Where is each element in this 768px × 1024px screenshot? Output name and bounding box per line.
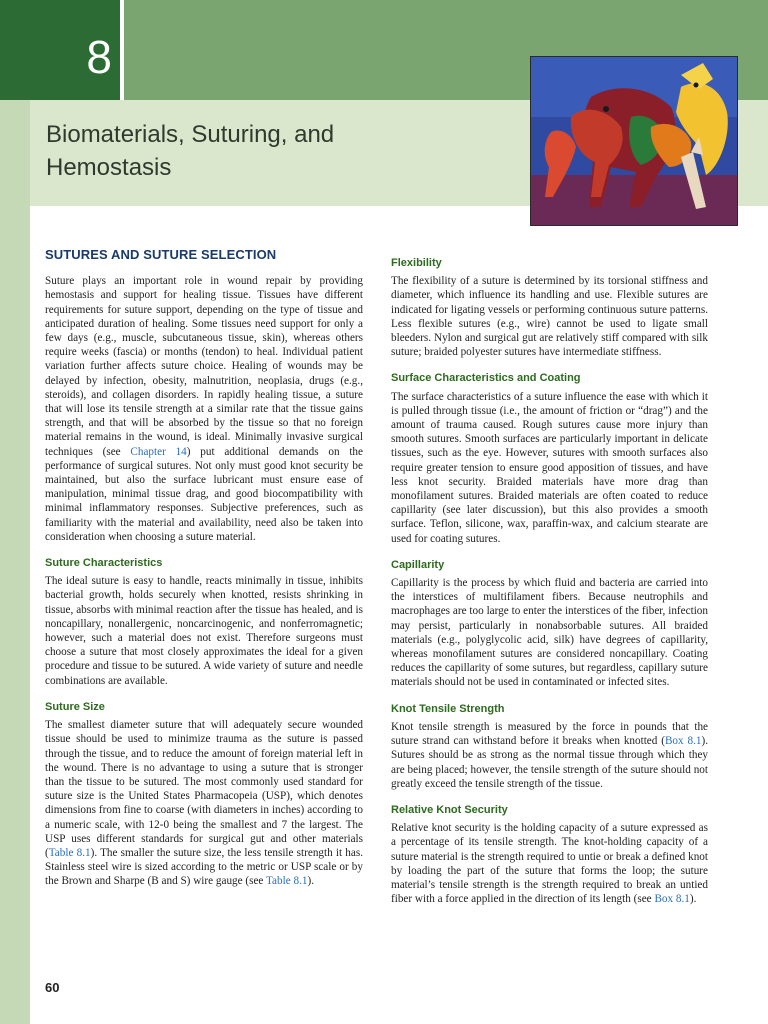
- knot-security-text-a: Relative knot security is the holding capacity of a suture expressed as a percentage of its tensile strength. The knot-holding capacity of a suture material is the strength required to untie or break a defined knot by loading the part of the suture that forms the loop; the suture material’s tensile strength is the strength required to break an untied fiber with a force applied in the direction of its length (see: [391, 822, 708, 906]
- box-8-1-link-2[interactable]: Box 8.1: [654, 893, 690, 906]
- chapter-title: [46, 118, 466, 184]
- surface-coating-paragraph: The surface characteristics of a suture influence the ease with which it is pulled through tissue (i.e., the amount of friction or “drag”) and the amount of trauma caused. Rough sutures cause more injury than smooth sutures. Smooth surfaces are particularly important in delicate tissues, such as the eye. However, sutures with smooth surfaces also require greater tension to ensure good apposition of tissues, and have less knot security. Braided materials have more drag than monofilament sutures. Braided materials are often coated to reduce capillarity (see later discussion), but this also provides a smooth surface. Teflon, silicone, wax, paraffin-wax, and calcium stearate are used for coating sutures.: [391, 390, 708, 545]
- suture-size-heading: Suture Size: [45, 700, 105, 713]
- suture-characteristics-heading: Suture Characteristics: [45, 557, 163, 570]
- capillarity-paragraph: Capillarity is the process by which fluid and bacteria are carried into the interstices of multifilament fibers. Because neutrophils and macrophages are too large to enter the interstices of the fiber, infection may persist, particularly in nonabsorbable sutures. All braided materials (e.g., polyglycolic acid, silk) have degrees of capillarity, whereas monofilament sutures are considered noncapillary. Coating reduces the capillarity of some sutures, but regardless, capillary suture materials should not be used in contaminated or infected sites.: [391, 577, 708, 689]
- intro-text-b: ) put additional demands on the performance of surgical sutures. Not only must good knot security be maintained, but also the surface lubricant must ensure ease of manipulation, minimal tissue drag, and good biocompatibility with minimal inflammatory responses. Subjective preferences, such as familiarity with the material and availability, need also be taken into consideration when choosing a suture material.: [45, 445, 363, 543]
- flexibility-paragraph: The flexibility of a suture is determined by its torsional stiffness and diameter, which influence its handling and use. Flexible sutures are indicated for ligating vessels or performing continuous suture patterns. Less flexible sutures (e.g., wire) cannot be used to ligate small bleeders. Nylon and surgical gut are relatively stiff compared with silk suture; braided polyester sutures have intermediate stiffness.: [391, 275, 708, 359]
- suture-size-text-b: ). The smaller the suture size, the less tensile strength it has. Stainless steel wire is sized according to the metric or USP scale or by the Brown and Sharpe (B and S) wire gauge (see: [45, 846, 364, 888]
- knot-tensile-text-a: Knot tensile strength is measured by the force in pounds that the suture strand can withstand before it breaks when knotted (: [391, 720, 708, 748]
- suture-characteristics-paragraph: The ideal suture is easy to handle, reacts minimally in tissue, inhibits bacterial growth, holds securely when knotted, resists shrinking in tissue, absorbs with minimal reaction after the tissue has healed, and is noncapillary, nonallergenic, noncarcinogenic, and nonferromagnetic; however, such a material does not exist. Therefore surgeons must choose a suture that most closely approximates the ideal for a given procedure and tissue to be sutured. A wide variety of suture and needle combinations are available.: [45, 575, 363, 687]
- knot-tensile-heading: Knot Tensile Strength: [391, 702, 505, 715]
- knot-tensile-paragraph: [391, 720, 708, 791]
- chapter-number: 8: [86, 31, 112, 83]
- chapter-artwork: [530, 56, 738, 226]
- chapter-title-line-1: Biomaterials, Suturing, and: [46, 121, 335, 148]
- intro-text-a: Suture plays an important role in wound repair by providing hemostasis and support for healing tissue. Tissues have different requirements for suture support, depending on the type of tissue and anticipated duration of healing. Some tissues need support for only a few days (e.g., muscle, subcutaneous tissue, skin), whereas others require weeks (fascia) or months (tendon) to heal. Individual patient variation further affects suture choice. Healing of wounds may be delayed by infection, obesity, malnutrition, neoplasia, drugs (e.g., steroids), and collagen disorders. In rapidly healing tissue, a suture that will lose its tensile strength at a similar rate that the tissue gains strength, and that will be absorbed by the tissue so that no foreign material remains in the wound, is ideal. Minimally invasive surgical techniques (see: [45, 275, 363, 458]
- intro-paragraph: [45, 274, 363, 544]
- animal-painting-image: [531, 57, 737, 225]
- flexibility-heading: Flexibility: [391, 257, 442, 269]
- page-number: 60: [45, 980, 60, 995]
- chapter-title-line-2: Hemostasis: [46, 154, 172, 181]
- table-8-1-link[interactable]: Table 8.1: [48, 846, 91, 859]
- suture-size-paragraph: [45, 718, 363, 888]
- right-column: [391, 256, 708, 906]
- table-8-1-link-2[interactable]: Table 8.1: [266, 875, 308, 888]
- box-8-1-link[interactable]: Box 8.1: [664, 735, 702, 748]
- suture-size-text-a: The smallest diameter suture that will adequately secure wounded tissue should be used to minimize trauma as the suture is passed through the tissue, and to reduce the amount of foreign material left in the wound. There is no advantage to using a suture that is stronger than the tissue to be sutured. The most commonly used standard for suture size is the United States Pharmacopeia (USP), which denotes dimensions from fine to coarse (with diameters in inches) according to a numeric scale, with 12-0 being the smallest and 7 the largest. The USP uses different standards for surgical gut and other materials (: [45, 719, 363, 859]
- knot-security-heading: Relative Knot Security: [391, 803, 508, 816]
- chapter-number-box: [0, 0, 120, 100]
- knot-security-text-b: ).: [689, 893, 697, 906]
- section-heading: SUTURES AND SUTURE SELECTION: [45, 247, 277, 262]
- chapter-14-link[interactable]: Chapter 14: [130, 445, 187, 458]
- capillarity-heading: Capillarity: [391, 558, 445, 571]
- knot-tensile-text-b: ). Sutures should be as strong as the normal tissue through which they are being placed; however, the tensile strength of the suture should not greatly exceed the tensile strength of the tissue.: [391, 735, 708, 790]
- surface-coating-heading: Surface Characteristics and Coating: [391, 372, 581, 385]
- knot-security-paragraph: [391, 821, 708, 906]
- suture-size-text-c: ).: [307, 875, 314, 888]
- left-decorative-strip: [0, 100, 30, 1024]
- left-column: [45, 248, 363, 889]
